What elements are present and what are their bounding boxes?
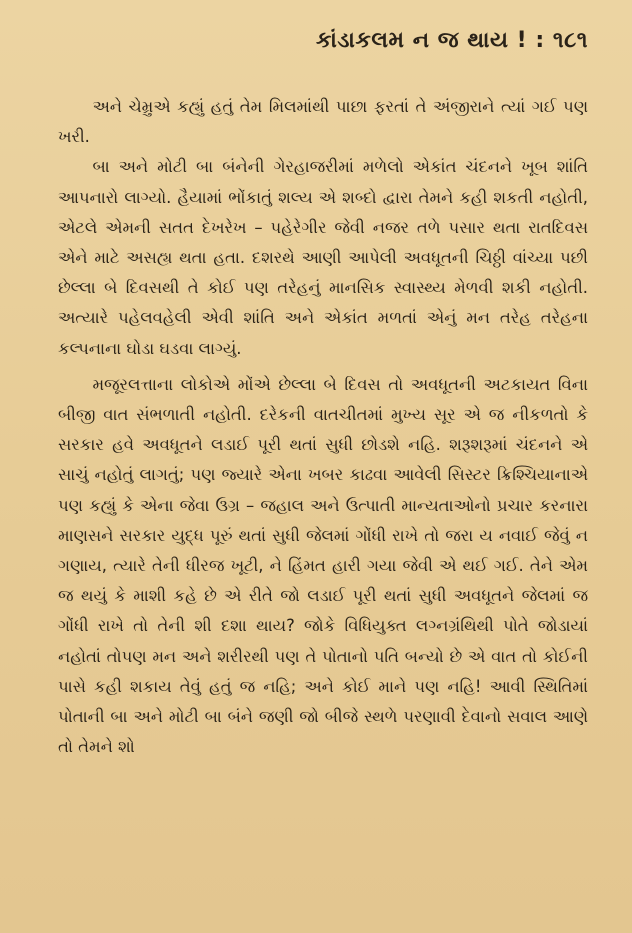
paragraph-2: બા અને મોટી બા બંનેની ગેરહાજરીમાં મળેલો એકાંત ચંદનને ખૂબ શાંતિ આપનારો લાગ્યો. હૈયામાં ભોંકાતું શલ્ય એ શબ્દો દ્વારા તેમને કહી શકતી નહોતી, એટલે એમની સતત દેખરેખ – પહેરેગીર જેવી નજર તળે પસાર થતા રાતદિવસ એને માટે અસહ્ય થતા હતા. દશરથે આણી આપેલી અવધૂતની ચિઠ્ઠી વાંચ્યા પછી છેલ્લા બે દિવસથી તે કોઈ પણ તરેહનું માનસિક સ્વાસ્થ્ય મેળવી શકી નહોતી. અત્યારે પહેલવહેલી એવી શાંતિ અને એકાંત મળતાં એનું મન તરેહ તરેહના કલ્પનાના ઘોડા ઘડવા લાગ્યું. [58, 157, 588, 358]
running-head: કાંડાકલમ ન જ થાય ! : ૧૮૧ [315, 28, 588, 53]
paragraph-3: મજૂરલત્તાના લોકોએ મોંએ છેલ્લા બે દિવસ તો અવધૂતની અટકાયત વિના બીજી વાત સંભળાતી નહોતી. દરેકની વાતચીતમાં મુખ્ય સૂર એ જ નીકળતો કે સરકાર હવે અવધૂતને લડાઈ પૂરી થતાં સુધી છોડશે નહિ. શરૂશરૂમાં ચંદનને એ સાચું નહોતું લાગતું; પણ જ્યારે એના ખબર કાઢવા આવેલી સિસ્ટર ક્રિશ્ચિયાનાએ પણ કહ્યું કે એના જેવા ઉગ્ર – જહાલ અને ઉત્પાતી માન્યતાઓનો પ્રચાર કરનારા માણસને સરકાર યુદ્ધ પૂરું થતાં સુધી જેલમાં ગોંધી રાખે તો જરા ય નવાઈ જેવું ન ગણાય, ત્યારે તેની ધીરજ ખૂટી, ને હિંમત હારી ગયા જેવી એ થઈ ગઈ. તેને એમ જ થયું કે માશી કહે છે એ રીતે જો લડાઈ પૂરી થતાં સુધી અવધૂતને જેલમાં જ ગોંધી રાખે તો તેની શી દશા થાય? જોકે વિધિયુક્ત લગ્નગ્રંથિથી પોતે જોડાયાં નહોતાં તોપણ મન અને શરીરથી પણ તે પોતાનો પતિ બન્યો છે એ વાત તો કોઈની પાસે કહી શકાય તેવું હતું જ નહિ; અને કોઈ માને પણ નહિ! આવી સ્થિતિમાં પોતાની બા અને મોટી બા બંને જણી જો બીજે સ્થળે પરણાવી દેવાનો સવાલ આણે તો તેમને શો [58, 374, 588, 757]
paragraph-1: અને ચેમ્રુએ કહ્યું હતું તેમ મિલમાંથી પાછા ફરતાં તે અંજીરાને ત્યાં ગઈ પણ ખરી. [58, 97, 588, 147]
body-text [58, 92, 588, 768]
